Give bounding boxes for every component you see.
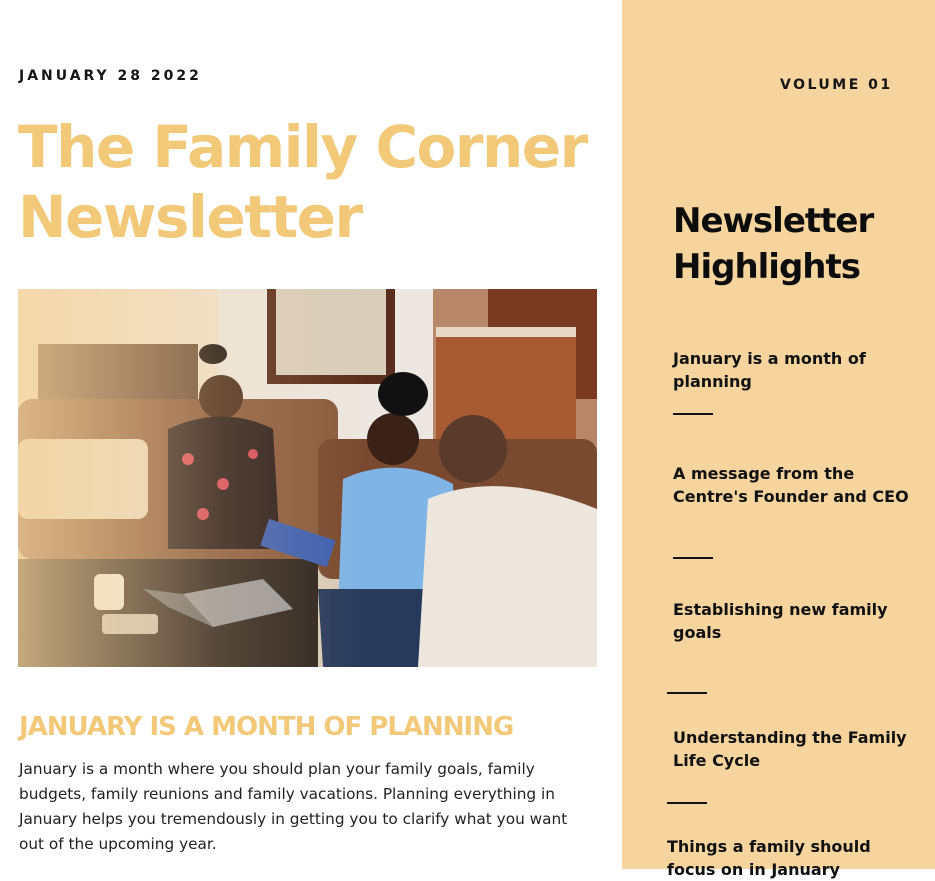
- highlight-item: A message from the Centre's Founder and CEO: [673, 464, 909, 506]
- highlight-divider: [667, 692, 707, 694]
- photo-illustration: [18, 289, 597, 667]
- family-meeting-photo: [18, 289, 597, 667]
- issue-date: JANUARY 28 2022: [19, 68, 202, 84]
- highlight-item: Understanding the Family Life Cycle: [673, 728, 907, 770]
- highlight-item: Things a family should focus on in January: [667, 837, 871, 879]
- highlights-sidebar: [622, 0, 935, 879]
- article-body: January is a month where you should plan your family goals, family budgets, family reunions and family vacations. Planning everything in January helps you tremendously in getting you to clarify what you want out of the upcoming year.: [19, 760, 568, 853]
- highlight-item: January is a month of planning: [673, 349, 866, 391]
- newsletter-title: The Family Corner Newsletter: [18, 113, 587, 251]
- volume-label: VOLUME 01: [780, 77, 893, 93]
- highlight-divider: [673, 413, 713, 415]
- highlight-divider: [673, 557, 713, 559]
- highlight-item: Establishing new family goals: [673, 600, 888, 642]
- article-heading: JANUARY IS A MONTH OF PLANNING: [19, 712, 514, 742]
- highlight-divider: [667, 802, 707, 804]
- highlights-title: Newsletter Highlights: [673, 201, 874, 287]
